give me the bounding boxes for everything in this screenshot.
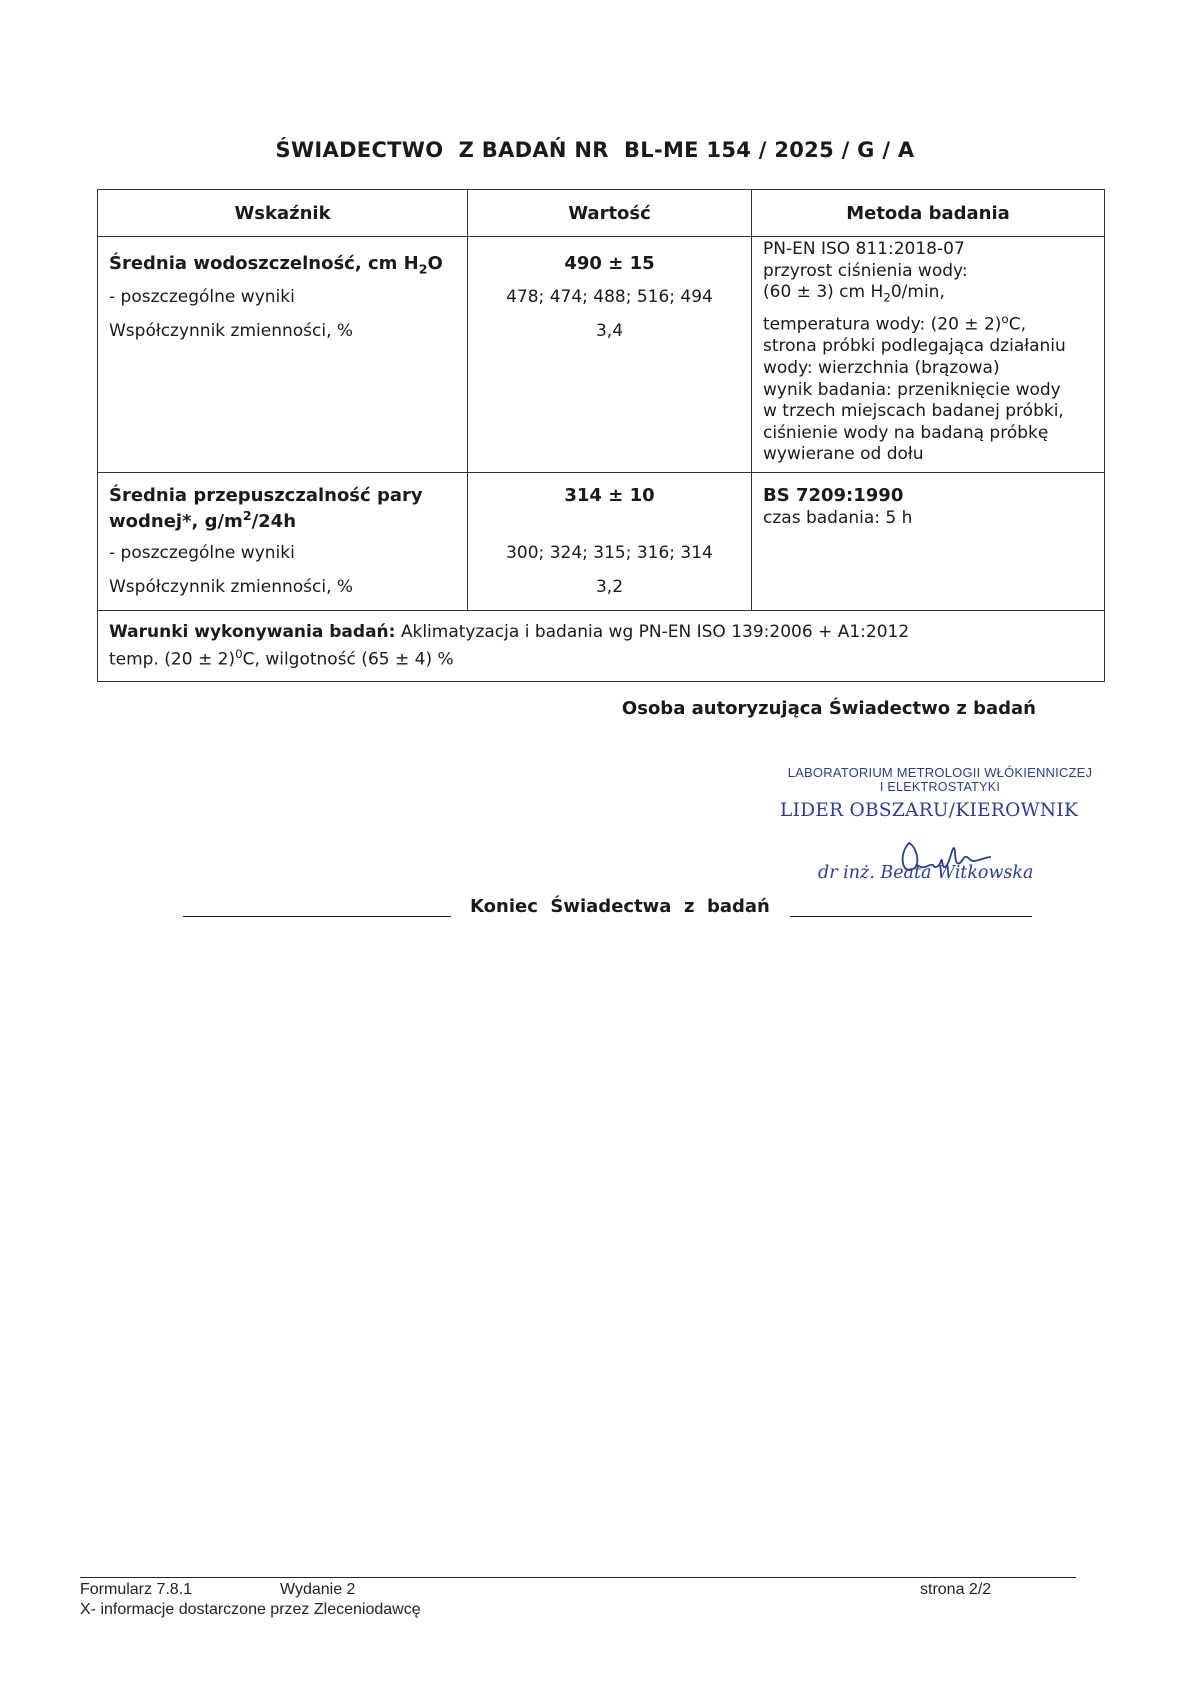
row2-value-cv: 3,2 xyxy=(595,576,624,597)
row1-cv-label: Współczynnik zmienności, % xyxy=(109,321,354,341)
row1-indicator-cell xyxy=(98,237,468,473)
row1-individual-label: - poszczególne wyniki xyxy=(109,287,295,307)
method-line: wywierane od dołu xyxy=(763,444,924,465)
row1-value-mean: 490 ± 15 xyxy=(564,253,655,274)
row2-method-time: czas badania: 5 h xyxy=(763,507,913,528)
row2-method-standard: BS 7209:1990 xyxy=(763,484,904,506)
row2-indicator-line1: Średnia przepuszczalność pary xyxy=(109,484,423,506)
end-divider-left xyxy=(183,916,451,917)
method-line: wynik badania: przeniknięcie wody xyxy=(763,379,1061,400)
stamp-line2: I ELEKTROSTATYKI xyxy=(879,780,1001,794)
method-line: PN-EN ISO 811:2018-07 xyxy=(763,239,965,259)
end-of-certificate: Koniec Świadectwa z badań xyxy=(470,896,770,917)
row2-method-cell xyxy=(752,472,1105,610)
conditions-label: Warunki wykonywania badań: xyxy=(109,621,396,642)
row1-value-cv: 3,4 xyxy=(595,321,624,341)
table-row xyxy=(98,237,1105,473)
header-indicator: Wskaźnik xyxy=(98,190,468,237)
method-line: ciśnienie wody na badaną próbkę xyxy=(763,422,1049,443)
row2-value-mean: 314 ± 10 xyxy=(564,484,655,506)
stamp-line1: LABORATORIUM METROLOGII WŁÓKIENNICZEJ xyxy=(787,765,1093,780)
row1-indicator: Średnia wodoszczelność, cm $H_2O$ xyxy=(109,253,443,277)
table-row xyxy=(98,472,1105,610)
row2-values-individual: 300; 324; 315; 316; 314 xyxy=(506,542,713,563)
table-header-row xyxy=(98,190,1105,237)
test-conditions xyxy=(98,611,1104,681)
conditions-cell xyxy=(98,610,1105,681)
method-line: w trzech miejscach badanej próbki, xyxy=(763,401,1064,422)
document-title: ŚWIADECTWO Z BADAŃ NR BL-ME 154 / 2025 / G / A xyxy=(275,138,915,162)
footer-edition: Wydanie 2 xyxy=(280,1581,356,1598)
stamp-line3: LIDER OBSZARU/KIEROWNIK xyxy=(780,800,1079,821)
footer-page: strona 2/2 xyxy=(920,1581,992,1598)
row2-indicator-cell xyxy=(98,472,468,610)
row2-individual-label: - poszczególne wyniki xyxy=(109,542,295,563)
row1-method xyxy=(752,237,1104,472)
method-line: przyrost ciśnienia wody: xyxy=(763,260,968,281)
row2-indicator-line2: wodnej*, $g/m^2/24h$ xyxy=(109,507,297,532)
header-value: Wartość xyxy=(468,190,752,237)
laboratory-stamp xyxy=(780,765,1110,883)
end-divider-right xyxy=(790,916,1032,917)
method-line: temperatura wody: $(20 \pm 2)^oC$, xyxy=(763,312,1026,335)
footer-form: Formularz 7.8.1 xyxy=(80,1581,193,1598)
conditions-row xyxy=(98,610,1105,681)
row2-cv-label: Współczynnik zmienności, % xyxy=(109,576,354,597)
method-line: strona próbki podlegająca działaniu xyxy=(763,336,1066,357)
method-line: (60 ± 3) cm $H_20/\min$, xyxy=(763,282,945,305)
row1-value-cell xyxy=(468,237,752,473)
row1-method-cell xyxy=(752,237,1105,473)
row2-value-cell xyxy=(468,472,752,610)
stamp-line4: dr inż. Beata Witkowska xyxy=(818,863,1034,883)
results-table xyxy=(97,189,1105,682)
conditions-text: Aklimatyzacja i badania wg PN-EN ISO 139:2006 + A1:2012 xyxy=(395,621,910,642)
footer-note: X- informacje dostarczone przez Zleceniodawcę xyxy=(80,1601,421,1618)
method-line: wody: wierzchnia (brązowa) xyxy=(763,358,1000,379)
footer-divider xyxy=(80,1577,1076,1578)
authorizer-heading: Osoba autoryzująca Świadectwo z badań xyxy=(621,698,1036,719)
conditions-text-line2: temp. $(20 \pm 2)^0C$, wilgotność (65 ± 4) % xyxy=(109,646,454,670)
row1-values-individual: 478; 474; 488; 516; 494 xyxy=(506,287,713,307)
header-method: Metoda badania xyxy=(752,190,1105,237)
